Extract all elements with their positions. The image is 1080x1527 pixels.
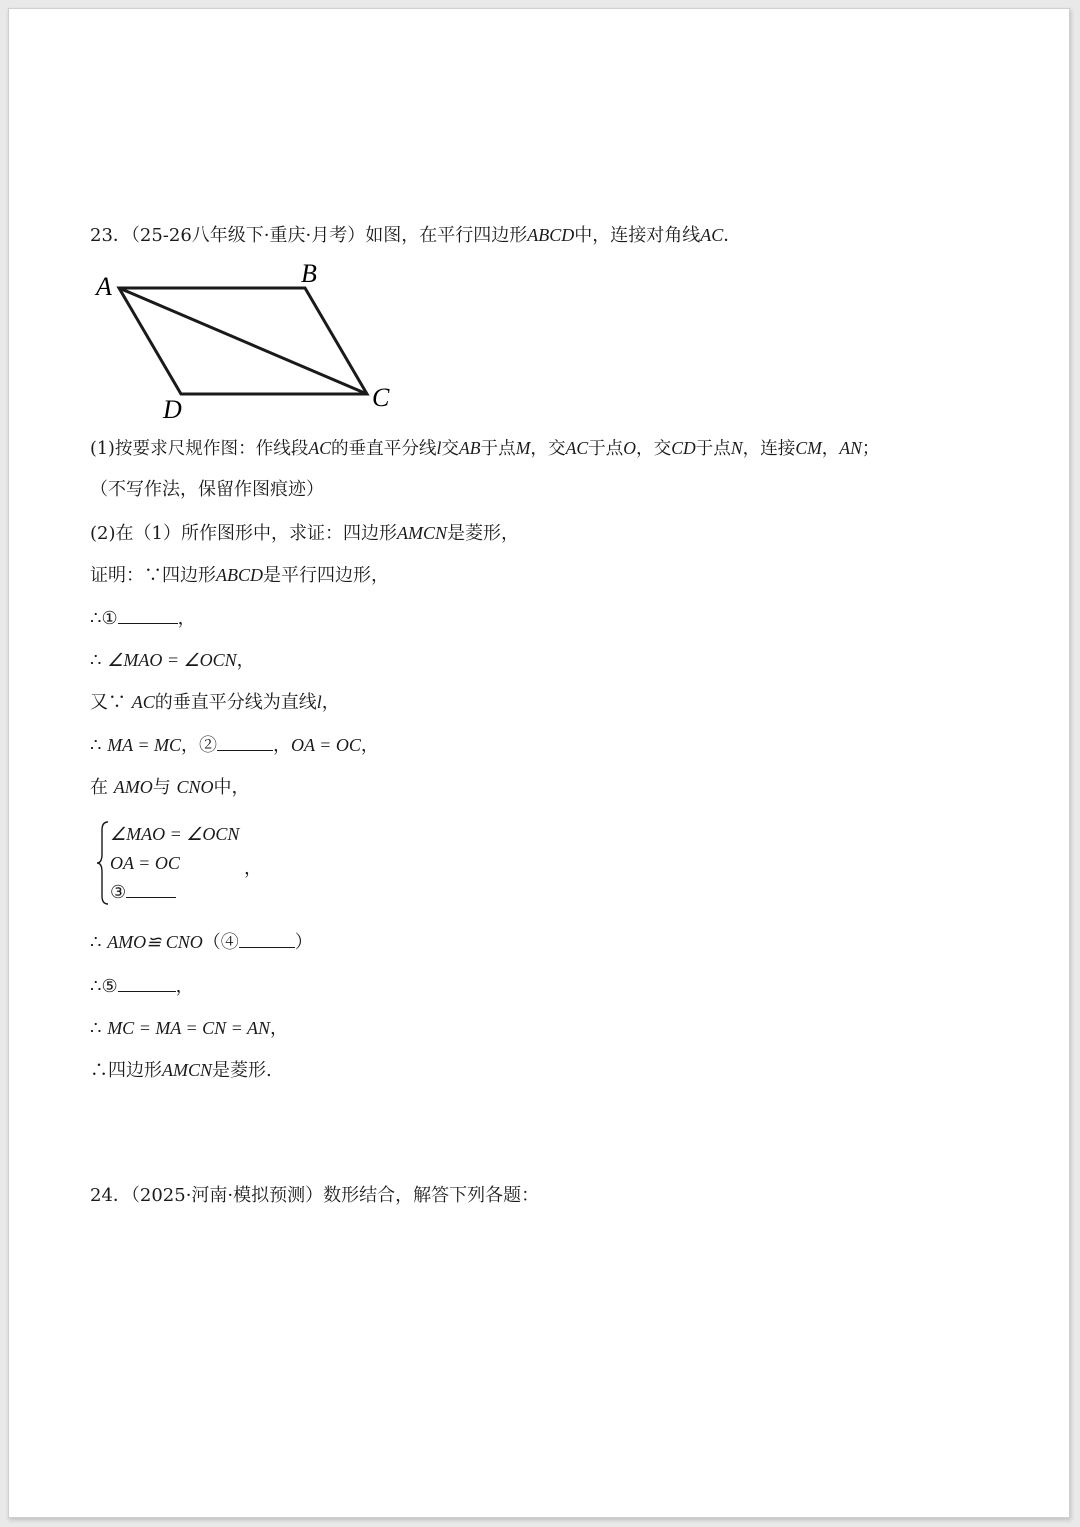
part-1-instruction	[90, 436, 880, 461]
text: 是菱形.	[212, 1060, 272, 1081]
text: ∴	[90, 1018, 108, 1039]
math: ∠MAO = ∠OCN	[107, 650, 237, 670]
proof-line-6	[90, 775, 249, 800]
proof-line-9	[90, 1016, 288, 1041]
question-text-end: ．	[723, 225, 742, 246]
proof-line-2	[90, 606, 196, 631]
math: AMO	[113, 777, 153, 797]
proof-line-5	[90, 733, 379, 758]
text: 于点	[588, 439, 624, 459]
math: AB	[459, 438, 481, 458]
system-line-1: ∠MAO = ∠OCN	[110, 824, 240, 844]
math-abcd: ABCD	[527, 225, 575, 245]
text: ，	[175, 976, 194, 997]
text: 证明：∵四边形	[90, 565, 216, 586]
text: ∴	[90, 650, 108, 671]
text: ③	[110, 882, 127, 903]
question-text: ．（2025·河南·模拟预测）数形结合，解答下列各题：	[112, 1185, 540, 1206]
math: ABCD	[216, 565, 263, 585]
answer-blank-1[interactable]	[118, 606, 178, 624]
math: l	[436, 438, 442, 458]
answer-blank-5[interactable]	[118, 974, 176, 992]
parallelogram-figure	[88, 258, 408, 428]
math: CD	[671, 438, 696, 458]
part-2-statement	[90, 521, 519, 546]
math: CM	[795, 438, 822, 458]
text: ，②	[181, 735, 217, 756]
text: ∴	[90, 932, 108, 953]
vertex-label-a: A	[96, 272, 112, 301]
vertex-label-b: B	[301, 259, 317, 288]
text: ，连接	[742, 439, 796, 459]
question-number: 24	[90, 1185, 113, 1206]
text: ∴四边形	[90, 1060, 162, 1081]
text: 的垂直平分线	[330, 439, 437, 459]
text: (2)在（1）所作图形中，求证：四边形	[90, 523, 397, 544]
text: 于点	[480, 439, 516, 459]
proof-line-7	[90, 930, 313, 955]
text: ∴⑤	[90, 976, 118, 997]
math: M	[515, 438, 531, 458]
text: （④	[202, 932, 239, 953]
text: ∴①	[90, 608, 118, 629]
proof-line-8	[90, 974, 194, 999]
proof-line-4	[90, 690, 340, 715]
proof-line-10	[90, 1058, 272, 1083]
text: 是菱形，	[446, 523, 519, 544]
question-24-header	[90, 1184, 539, 1208]
question-text-mid: 中，连接对角线	[574, 225, 701, 246]
text: 于点	[695, 439, 731, 459]
text: 的垂直平分线为直线	[154, 692, 317, 713]
text: ，交	[636, 439, 672, 459]
text: ，交	[530, 439, 566, 459]
text: ，	[236, 650, 255, 671]
text: ∴	[90, 735, 108, 756]
answer-blank-4[interactable]	[239, 930, 295, 948]
text: ，	[321, 692, 340, 713]
question-23-header	[90, 223, 741, 248]
text: ，	[273, 735, 291, 756]
math: AMCN	[396, 523, 447, 543]
math: CNO	[176, 777, 214, 797]
math: AN	[839, 438, 862, 458]
system-line-2: OA = OC	[110, 853, 180, 873]
math-ac: AC	[700, 225, 724, 245]
text: ，	[360, 735, 379, 756]
system-comma: ，	[244, 858, 262, 879]
text: 又∵	[90, 692, 132, 713]
math: MC = MA = CN = AN	[107, 1018, 270, 1038]
diagonal-ac	[119, 288, 367, 394]
question-number: 23	[90, 225, 113, 246]
answer-blank-2[interactable]	[217, 733, 273, 751]
math: l	[316, 692, 322, 712]
math: AC	[565, 438, 589, 458]
text: (1)按要求尺规作图：作线段	[90, 439, 309, 459]
math: AC	[131, 692, 155, 712]
math: AMO≌ CNO	[107, 932, 203, 952]
vertex-label-d: D	[163, 395, 182, 424]
vertex-label-c: C	[372, 383, 390, 412]
text: 是平行四边形，	[263, 565, 389, 586]
part-1-note: （不写作法，保留作图痕迹）	[90, 479, 324, 500]
math: OA = OC	[291, 735, 361, 755]
math: AC	[308, 438, 331, 458]
math: N	[730, 438, 743, 458]
text: ，	[269, 1018, 288, 1039]
text: 与	[152, 777, 177, 798]
proof-line-3	[90, 648, 255, 673]
proof-line-1	[90, 563, 389, 588]
question-text: ．（25-26八年级下·重庆·月考）如图，在平行四边形	[112, 225, 528, 246]
text: ，	[821, 439, 840, 459]
text: ）	[294, 932, 313, 953]
text: 在	[90, 777, 114, 798]
text: ；	[861, 439, 880, 459]
math: AMCN	[162, 1060, 213, 1080]
answer-blank-3[interactable]	[126, 880, 176, 898]
math: MA = MC	[107, 735, 181, 755]
system-line-3	[110, 880, 176, 905]
text: 中，	[213, 777, 250, 798]
text: 交	[441, 439, 460, 459]
math: O	[623, 438, 636, 458]
text: ，	[177, 608, 196, 629]
